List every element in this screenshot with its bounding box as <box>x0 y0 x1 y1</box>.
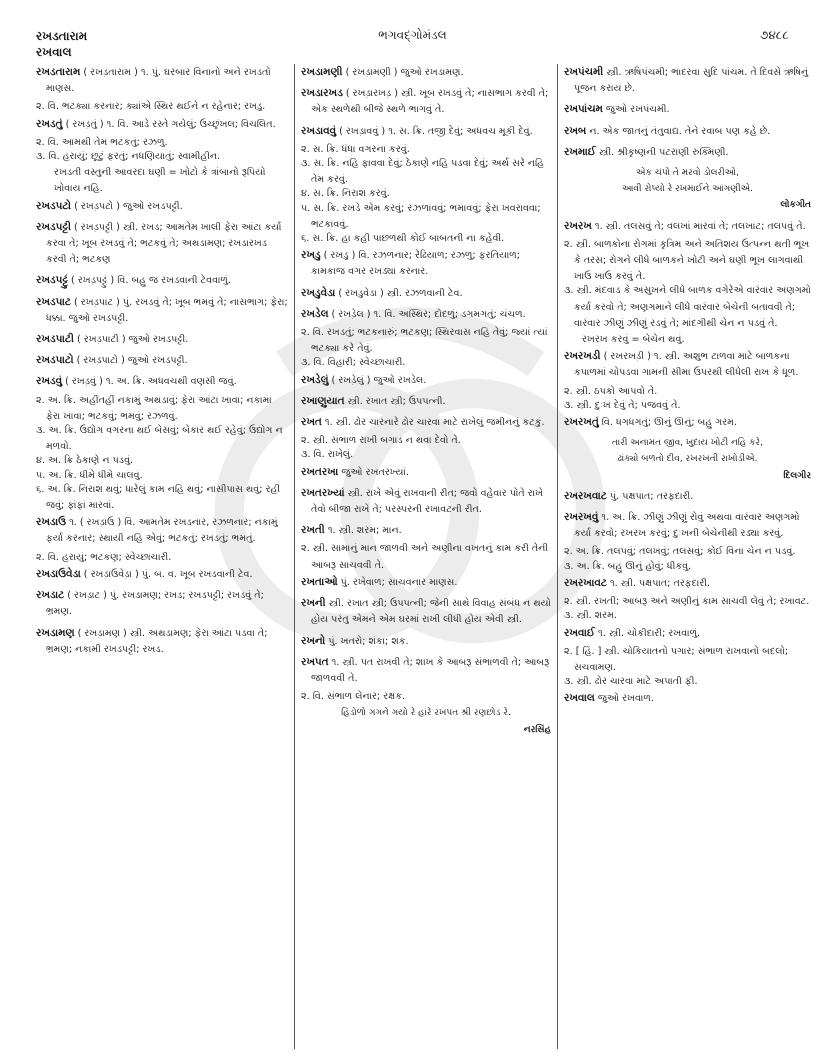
definition: વિ. ધગધગતું; ઊનું ઊનું; બહુ ગરમ. <box>598 417 738 429</box>
quotation-source: દિલગીર <box>783 470 811 481</box>
sense: ૪. અ. ક્રિ ઠેકાણે ન પડવું. <box>36 455 134 467</box>
definition: ૧. અ. ક્રિ. ઝીણું ઝીણું રોવું અથવા વારંવાર અણગમો કર્યા કરવો; રખરખ કરવું; દુઃખની બેચેનીથી રડ્યા કરવું. <box>574 512 800 540</box>
dictionary-entry <box>301 574 551 591</box>
sense: ૨. વિ. હરાયું; ભટકણ; સ્વેચ્છાચારી. <box>36 551 172 563</box>
dictionary-entry <box>36 514 288 547</box>
definition: ( રખડ઼પટો ) જુઓ રખડપટ્ટી. <box>71 200 183 212</box>
sense: ૩. વિ. વિહારી; સ્વેચ્છાચારી. <box>301 357 406 369</box>
quotation-line: ઢાંક્યો બળતો દીવ, રખરખતી રાખોડીએ. <box>617 454 758 465</box>
headword: રખડુ <box>301 249 321 262</box>
headword: રખતરખ્યાં <box>301 486 345 499</box>
column-2 <box>294 64 558 1049</box>
definition: સ્ત્રી. રાખે એવું રાખવાની રીત; જવો વહેવાર પોતે રાખે તેવો બીજા રાખે તે; પરસ્પરની રખાવટની રીત. <box>311 487 543 516</box>
headword: રખપાંચમ <box>564 103 603 116</box>
headword: રખડાઉ <box>36 516 67 529</box>
definition: ૧. સ્ત્રી. પત રાખવી તે; શાખ કે આબરૂ સંભાળવી તે; આબરૂ જાળવવી તે. <box>311 656 550 684</box>
dictionary-entry <box>564 488 811 505</box>
dictionary-entry <box>564 690 811 707</box>
dictionary-entry <box>564 123 811 140</box>
definition: ( રખડ઼ેલું ) જુઓ રખડેલ. <box>328 374 427 386</box>
quotation-line: હિંડોળો ગગને ગયો રે હાંરે રખપત શ્રી રણછોડ રે. <box>341 708 511 719</box>
dictionary-entry <box>301 522 551 539</box>
usage-example: રખડતી વસ્તુની આવરદા ઘણી = ખોટો કે ત્રાંબાનો રૂપિયો ખોવાય નહિ. <box>54 167 266 195</box>
definition: ૧. સ્ત્રી. પક્ષપાત; તરફદારી. <box>606 577 711 589</box>
headword: રખપત <box>301 655 329 668</box>
sense: ૩. અ. ક્રિ. ઉદ્યોગ વગરના થઈ બેસવું; બેકાર થઈ રહેવું; ઉદ્યોગ ન મળવો. <box>36 425 283 453</box>
dictionary-entry <box>301 485 551 518</box>
definition: જુઓ રખપંચમી. <box>602 104 670 116</box>
dictionary-entry <box>301 372 551 389</box>
quotation-line: તારી અનામત જીવ, ખુદાય ખોટી નહિ કરે, <box>612 438 763 449</box>
sense: ૩. વિ. હરાયું; છૂટું ફરતું; નધણિયાતું; સ્વામીહીન. <box>36 151 221 163</box>
definition: પું. પક્ષપાત; તરફદારી. <box>606 490 694 502</box>
headword: રખડપટ્ટું <box>36 274 68 287</box>
dictionary-entry <box>36 373 288 390</box>
sense: ૨. અ. ક્રિ. અહીંતહીં નકામું અથડાવું; ફેરા આંટા ખાવા; નકામા ફેરા ખાવા; ભટકવું; ભમવું; રઝળવું. <box>36 394 272 422</box>
headword: રખડતું <box>36 117 63 130</box>
sense: ૩. સ્ત્રી. શરમ. <box>564 610 617 622</box>
headword: રખરખાવટ <box>564 576 607 589</box>
sense: ૨. [ હિં. ] સ્ત્રી. ચોકિયાતનો પગાર; સંભાળ રાખવાનો બદલો; સચવામણ. <box>564 645 789 673</box>
definition: ૧. સ્ત્રી. તલસવું તે; વલખાં મારવાં તે; તલખાટ; તલપવું તે. <box>591 220 806 232</box>
sense: ૨. વિ. આમથી તેમ ભટકતું; રઝળુ. <box>36 136 168 148</box>
sense: ૨. સ્ત્રી. ઠપકો આપવો તે. <box>564 385 658 397</box>
dictionary-entry <box>36 116 288 133</box>
sense: ૪. સ. ક્રિ. નિરાશ કરવું. <box>301 188 390 200</box>
headword: રખત <box>301 416 322 429</box>
dictionary-entry <box>564 218 811 235</box>
definition: ( રખડ઼ાવવું ) ૧. સ. ક્રિ. તજી દેવું; અધવચ મૂકી દેવું. <box>336 125 533 137</box>
dictionary-entry <box>564 509 811 542</box>
headword: રખતી <box>301 524 325 537</box>
dictionary-entry <box>301 595 551 628</box>
headword: રખડાટ <box>36 589 65 602</box>
dictionary-entry <box>301 393 551 410</box>
headword: રખડતારામ <box>36 66 81 78</box>
guide-word-last: રખવાલ <box>36 45 72 59</box>
definition: પું. ખતરો; શંકા; શક. <box>325 635 409 647</box>
dictionary-entry <box>301 247 551 280</box>
headword: રખરખડી <box>564 350 601 363</box>
column-1 <box>36 64 294 1049</box>
dictionary-entry <box>564 625 811 642</box>
definition: ( રખડ઼તારામ ) ૧. પું. ઘરબાર વિનાનો અને રખડતો માણસ. <box>46 67 271 95</box>
dictionary-entry <box>36 294 288 327</box>
headword: રખરખવું <box>564 511 599 524</box>
definition: ( રખરખડ઼ી ) ૧. સ્ત્રી. અશુભ ટાળવા માટે બાળકના કપાળમાં ચોપડવા ગામની સીમા ઉપરથી લીધેલી રાખ કે ધૂળ. <box>574 351 799 379</box>
definition: ( રખડ઼પાટો ) જુઓ રખડપટ્ટી. <box>73 355 188 367</box>
dictionary-entry <box>301 464 551 481</box>
sense: ૨. સ્ત્રી. બાળકોના રોગમાં કૃત્રિમ અને અતિશય ઉત્પન્ન થતી ભૂખ કે તરસ; રોગને લીધે બાળકને ખોટી અને ઘણી ભૂખ લાગવાથી ખાઉ ખાઉ કરવું તે. <box>564 238 810 283</box>
page-header <box>0 28 825 68</box>
headword: રખબ <box>564 124 587 137</box>
sense: ૩. સ્ત્રી. મંદવાડ કે અસુખને લીધે બાળક વગેરેએ વારંવાર અણગમો કર્યા કરવો તે; અણગમાને લીધે વારંવાર બેચેની બતાવવી તે; વારંવાર ઝીણું ઝીણું રડવું તે; માંદગીથી ચેન ન પડવું તે. <box>564 285 811 329</box>
headword: રખપંચમી <box>564 66 604 78</box>
headword: રખડામણ <box>36 626 75 639</box>
sense: ૨. સ. ક્રિ. ધંધા વગરના કરવું. <box>301 143 410 155</box>
dictionary-entry <box>36 272 288 289</box>
quotation-line: આવી રોપ્યો રે રખમાઈને આંગણીએ. <box>621 184 754 195</box>
headword: રખડપાટો <box>36 354 74 367</box>
definition: ન. એક જાતનું તંતુવાદ્ય. તેને રવાબ પણ કહે છે. <box>586 125 771 137</box>
sense: ૩. વિ. રાખેલું. <box>301 449 354 461</box>
definition: સ્ત્રી. શ્રીકૃષ્ણની પટરાણી રુક્મિણી. <box>595 146 729 158</box>
dictionary-entry <box>301 414 551 431</box>
sense: ૩. સ્ત્રી. ઢોર ચારવા માટે અપાતી ફી. <box>564 676 698 688</box>
sense: ૩. સ. ક્રિ. નહિ ફાવવા દેવું; ઠેકાણે નહિ પડવા દેવું; અર્થ સરે નહિ તેમ કરવું. <box>301 158 545 186</box>
definition: ( રખડ઼પટ્ટું ) વિ. બહુ જ રખડવાની ટેવવાળું. <box>68 275 231 287</box>
sense: ૨. અ. ક્રિ. તલપવું; તલખવું; તલસવું; કોઈ વિના ચેન ન પડવું. <box>564 546 796 558</box>
dictionary-entry <box>36 219 288 269</box>
dictionary-entry <box>564 101 811 118</box>
usage-example: રખરખ કરવું = બેચેન થવું. <box>582 334 685 346</box>
headword: રખડેલું <box>301 373 329 386</box>
headword: રખડારખડ <box>301 87 343 100</box>
dictionary-entry <box>564 64 811 97</box>
definition: ( રખડ઼ાટ ) પું. રખડામણ; રખડ; રખડપટ્ટી; રખડવું તે; ભ્રમણ. <box>46 590 264 618</box>
definition: પું. રખેવાળ; સાચવનાર માણસ. <box>337 576 458 588</box>
dictionary-entry <box>301 64 551 81</box>
headword: રખવાલ <box>564 692 595 705</box>
sense: ૨. સ્ત્રી. સામાનું માન જાળવી અને અણીના વખતનું કામ કરી તેની આબરૂ સાચવવી તે. <box>301 543 549 571</box>
quotation-line: એક ચંપો તે મરવો ડોલરીઓ, <box>636 168 739 179</box>
definition: ૧. સ્ત્રી. ચોકીદારી; રખવાળું. <box>594 627 701 639</box>
dictionary-columns <box>36 64 811 1049</box>
dictionary-entry <box>301 285 551 302</box>
definition: ( રખડ઼પાટ ) પું. રખડવું તે; ખૂબ ભમવું તે; નાસભાગ; ફેરા; ધક્કા. જુઓ રખડપટ્ટી. <box>46 296 288 324</box>
definition: ૧. સ્ત્રી. શરમ; માન. <box>324 525 402 537</box>
dictionary-entry <box>301 85 551 118</box>
headword: રખડપાટ <box>36 295 71 308</box>
dictionary-entry <box>36 587 288 620</box>
headword: રખરખ <box>564 219 592 232</box>
sense: ૫. સ. ક્રિ. રખડે એમ કરવું; રઝળાવવું; ભમાવવું; ફેરા ખવરાવવા; ભટકાવવું. <box>301 202 541 230</box>
headword: રખની <box>301 597 326 610</box>
definition: ૧. સ્ત્રી. ઢોર ચારનારે ઢોર ચારવા માટે રાખેલું જમીનનું કટકું. <box>321 417 545 429</box>
definition: ૧. ( રખડ઼ાઉ ) વિ. આમતેમ રખડનાર, રઝળનાર; નકામું ફર્યા કરનાર; સ્થાયી નહિ એવું; ભટકતું; રખડતું; ભમતું. <box>46 517 278 545</box>
headword: રખતાઓ <box>301 575 338 588</box>
headword: રખડપાટી <box>36 333 74 346</box>
headword: રખવાઈ <box>564 626 595 639</box>
sense: ૨. વિ. રખડતું; ભટકનારું; ભટકણ; સ્થિરવાસ નહિ તેવું; જ્યાં ત્યાં ભટક્યા કરે તેવું. <box>301 327 548 355</box>
headword: રખડપટો <box>36 199 72 212</box>
sense: ૬. અ. ક્રિ. નિરાશ થવું; ધારેલું કામ નહિ થવું; નાસીપાસ થવું; રહી જવું; ફાંફાં મારવાં. <box>36 483 281 512</box>
dictionary-entry <box>36 352 288 369</box>
dictionary-entry <box>564 348 811 381</box>
definition: ( રખડ઼તું ) ૧. વિ. આડે રસ્તે ગયેલું; ઉચ્છૃંખલ; વિચલિત. <box>62 118 276 130</box>
sense: ૬. સ. ક્રિ. હા કહી પાછળથી કોઈ બાબતની ના કહેવી. <box>301 233 505 245</box>
definition: ( રખડ઼ામણ ) સ્ત્રી. અથડામણ; ફેરા આંટા પડવા તે; ભ્રમણ; નકામી રખડપટ્ટી; રખડ. <box>46 627 268 655</box>
headword: રખડપટ્ટી <box>36 220 71 233</box>
sense: ૨. વિ. ભટક્યા કરનાર; ક્યાંએ સ્થિર થઈને ન રહેનાર; રખડુ. <box>36 101 266 113</box>
headword: રખડેલ <box>301 307 329 320</box>
definition: સ્ત્રી. રખાત સ્ત્રી; ઉપપત્ની; જેની સાથે વિવાહ સંબંધ ન થયો હોય પરંતુ એમને એમ ઘરમાં રાખી લીધી હોય એવી સ્ત્રી. <box>311 598 551 626</box>
definition: ( રખડ઼પટ્ટી ) સ્ત્રી. રખડ; આમતેમ ખાલી ફેરા આંટા કર્યા કરવા તે; ખૂબ રખડવું તે; ભટકવું તે; અથડામણ; રખડારખડ કરવી તે; ભટકણ <box>46 221 282 266</box>
dictionary-entry <box>36 625 288 658</box>
headword: રખડામણી <box>301 66 343 78</box>
definition: જુઓ રખવાળ. <box>594 693 654 705</box>
guide-word-first: રખડતારામ <box>36 29 88 43</box>
dictionary-entry <box>301 654 551 687</box>
dictionary-entry <box>564 575 811 592</box>
headword: રખરખવાટ <box>564 489 607 502</box>
dictionary-entry <box>36 198 288 215</box>
quotation-source: લોકગીત <box>780 200 811 211</box>
definition: ( રખડુ ) વિ. રઝળનાર; રેઢિયાળ; રઝળુ; ફરતિયાળ; કામકાજ વગર રખડ્યા કરનાર. <box>311 250 521 278</box>
sense: ૨. સ્ત્રી. સંભાળ રાખી બગાડ ન થવા દેવો તે. <box>301 435 461 447</box>
book-title: ભગવદ્ગોમંડલ <box>378 28 447 42</box>
sense: ૫. અ. ક્રિ. ધીમે ધીમે ચાલવું. <box>36 469 143 481</box>
headword: રખરખતું <box>564 416 599 429</box>
headword: રખડવું <box>36 375 63 388</box>
dictionary-entry <box>301 633 551 650</box>
page-number: ૭૪૮૮ <box>760 28 789 42</box>
dictionary-entry <box>301 123 551 140</box>
definition: જુઓ રખતરખ્યાં. <box>338 466 409 478</box>
definition: ( રખડ઼પાટી ) જુઓ રખડપટ્ટી. <box>73 334 189 346</box>
sense: ૨. વિ. સંભાળ લેનાર; રક્ષક. <box>301 691 406 703</box>
headword: રખડાઉવેડા <box>36 567 81 580</box>
quotation-source: નરસિંહ <box>523 724 551 735</box>
headword: રખતરખા <box>301 465 339 478</box>
dictionary-entry <box>36 331 288 348</box>
sense: ૩. અ. ક્રિ. બહુ ઊનું હોવું; ધીકવું. <box>564 560 692 572</box>
dictionary-entry <box>36 566 288 583</box>
sense: ૨. સ્ત્રી. રખતી; આબરૂ અને અણીનું કામ સાચવી લેવું તે; રખાવટ. <box>564 596 810 608</box>
definition: સ્ત્રી. ઋષિપંચમી; ભાદરવા સુદિ પાંચમ. તે દિવસે ઋષિનું પૂજન કરાય છે. <box>574 67 809 95</box>
headword: રખાણુયાત <box>301 394 345 407</box>
column-3 <box>558 64 811 1049</box>
definition: ( રખડુવેડા ) સ્ત્રી. રઝળવાની ટેવ. <box>335 287 463 299</box>
sense: ૩. સ્ત્રી. દુઃખ દેવું તે; પજવવું તે. <box>564 399 681 411</box>
definition: ( રખડ઼ામણી ) જુઓ રખડામણ. <box>342 67 464 78</box>
definition: ( રખડ઼ેલ ) ૧. વિ. અસ્થિર; દોદળું; ડગમગતું; ચંચળ. <box>328 308 526 320</box>
definition: ( રખડ઼ારખડ઼ ) સ્ત્રી. ખૂબ રખડવું તે; નાસભાગ કરવી તે; એક સ્થળેથી બીજે સ્થળે ભાગવું તે. <box>311 88 549 116</box>
dictionary-entry <box>564 144 811 161</box>
definition: ( રખડ઼વું ) ૧. અ. ક્રિ. અધવચથી વણસી જવું. <box>62 376 237 388</box>
headword: રખમાઈ <box>564 145 596 158</box>
definition: ( રખડ઼ાઉવેડ઼ા ) પું. બ. વ. ખૂબ રખડવાની ટેવ. <box>80 568 253 580</box>
dictionary-entry <box>301 306 551 323</box>
dictionary-entry <box>564 414 811 431</box>
headword: રખડાવવું <box>301 124 337 137</box>
headword: રખડુવેડા <box>301 286 336 299</box>
dictionary-entry <box>36 64 288 97</box>
headword: રખનો <box>301 634 326 647</box>
definition: સ્ત્રી. રખાત સ્ત્રી; ઉપપત્ની. <box>344 395 446 407</box>
